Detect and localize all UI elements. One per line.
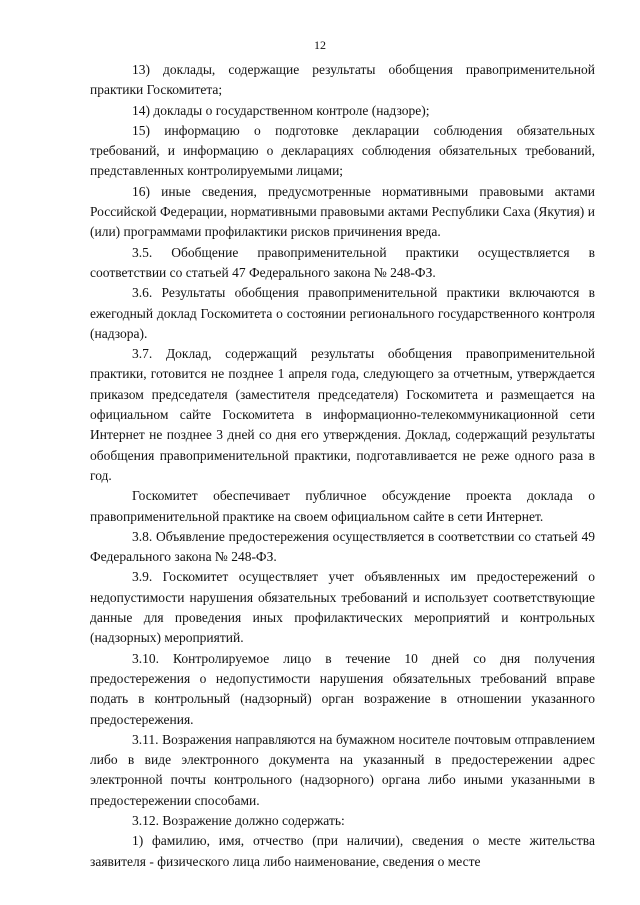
document-body <box>90 60 595 872</box>
paragraph-item-14: 14) доклады о государственном контроле (надзоре); <box>132 102 430 118</box>
paragraph-3-10: 3.10. Контролируемое лицо в течение 10 дней со дня получения предостережения о недопустимости нарушения обязательных требований вправе подать в контрольный (надзорный) орган возражение в отношении указанного предостережения. <box>90 650 595 727</box>
paragraph-3-6: 3.6. Результаты обобщения правоприменительной практики включаются в ежегодный доклад Госкомитета о состоянии регионального государственного контроля (надзора). <box>90 285 595 341</box>
paragraph-public-discussion: Госкомитет обеспечивает публичное обсуждение проекта доклада о правоприменительной практике на своем официальном сайте в сети Интернет. <box>90 488 595 524</box>
paragraph-3-8: 3.8. Объявление предостережения осуществляется в соответствии со статьей 49 Федерального закона № 248-ФЗ. <box>90 528 595 565</box>
paragraph-objection-item-1: 1) фамилию, имя, отчество (при наличии), сведения о месте жительства заявителя - физического лица либо наименование, сведения о месте <box>90 833 595 869</box>
paragraph-3-7: 3.7. Доклад, содержащий результаты обобщения правоприменительной практики, готовится не позднее 1 апреля года, следующего за отчетным, утверждается приказом председателя (заместителя председателя) Госкомитета и размещается на официальном сайте Госкомитета в информационно-телекоммуникационной сети Интернет не позднее 3 дней со дня его утверждения. Доклад, содержащий результаты обобщения правоприменительной практики, подготавливается не реже одного раза в год. <box>90 346 595 483</box>
paragraph-3-5: 3.5. Обобщение правоприменительной практики осуществляется в соответствии со статьей 47 Федерального закона № 248-ФЗ. <box>90 244 595 280</box>
paragraph-item-13: 13) доклады, содержащие результаты обобщения правоприменительной практики Госкомитета; <box>90 62 595 98</box>
paragraph-3-12: 3.12. Возражение должно содержать: <box>132 812 345 828</box>
paragraph-3-11: 3.11. Возражения направляются на бумажном носителе почтовым отправлением либо в виде электронного документа на указанный в предостережении адрес электронной почты контрольного (надзорного) органа либо иными указанными в предостережении способами. <box>90 731 595 808</box>
paragraph-item-16: 16) иные сведения, предусмотренные нормативными правовыми актами Российской Федерации, нормативными правовыми актами Республики Саха (Якутия) и (или) программами профилактики рисков причинения вреда. <box>90 183 595 240</box>
paragraph-3-9: 3.9. Госкомитет осуществляет учет объявленных им предостережений о недопустимости нарушения обязательных требований и использует соответствующие данные для проведения иных профилактических мероприятий и контрольных (надзорных) мероприятий. <box>90 569 595 646</box>
page-number: 12 <box>314 38 326 52</box>
paragraph-item-15: 15) информацию о подготовке декларации соблюдения обязательных требований, и информацию о декларациях соблюдения обязательных требований, представленных контролируемыми лицами; <box>90 122 595 179</box>
